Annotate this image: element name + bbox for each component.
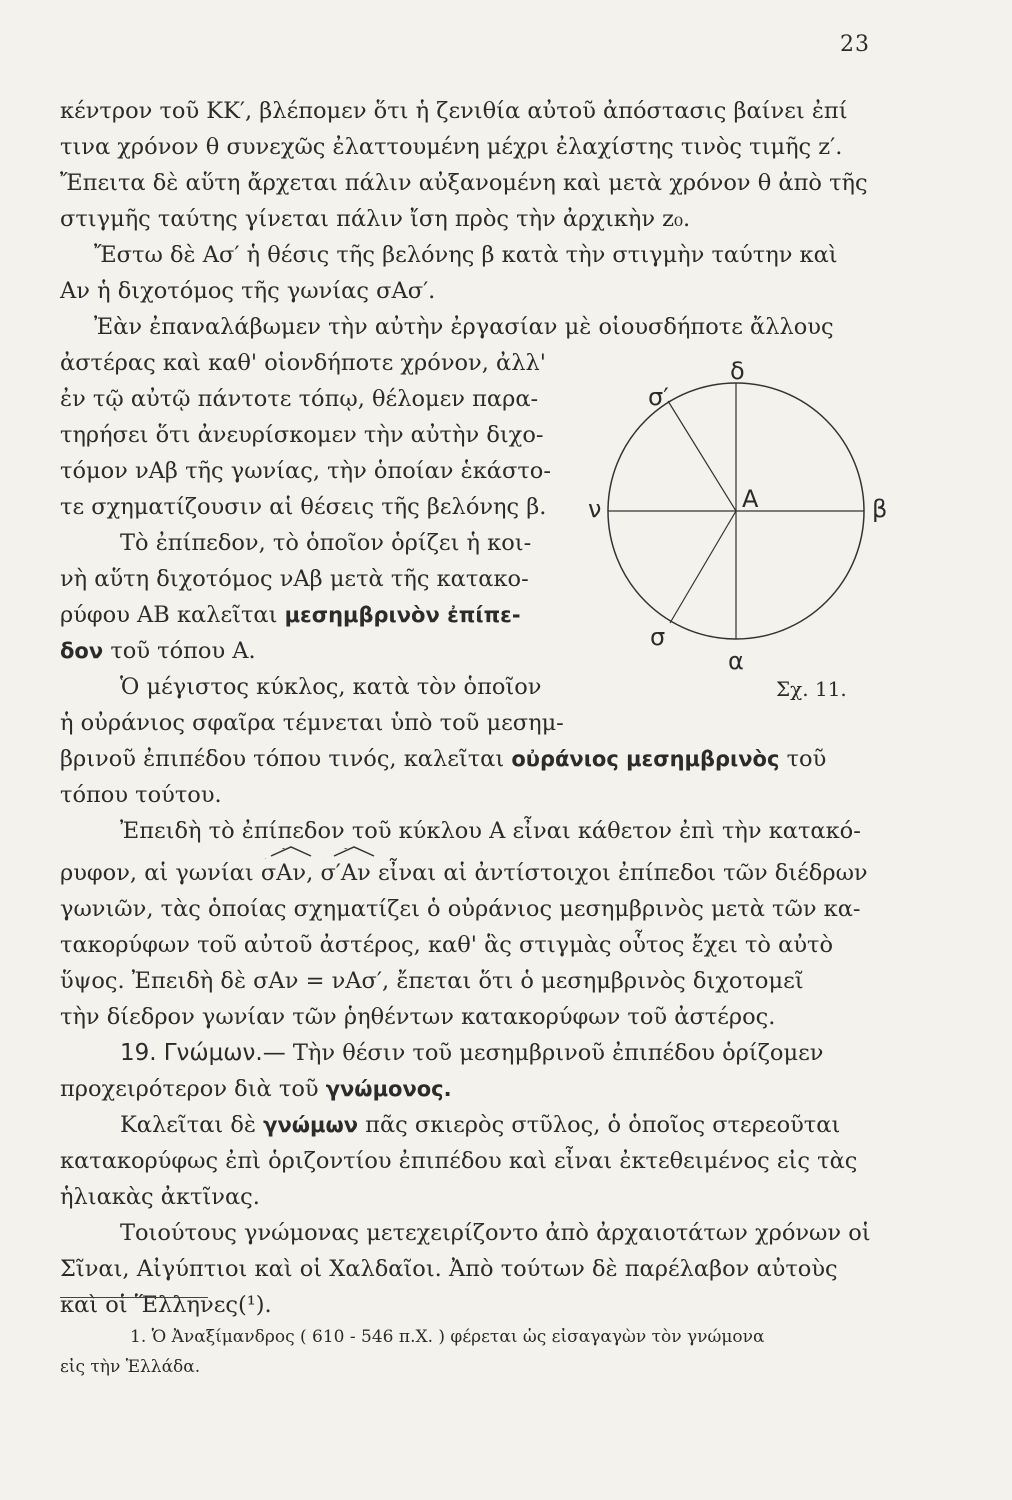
term-gnomon: γνώμων xyxy=(263,1113,359,1137)
text-line: Ἐπειδὴ τὸ ἐπίπεδον τοῦ κύκλου Α εἶναι κάθετον ἐπὶ τὴν κατακό- xyxy=(120,818,861,844)
figure-11 xyxy=(570,355,910,715)
text-line: ἡλιακὰς ἀκτῖνας. xyxy=(60,1184,260,1210)
text-line xyxy=(60,633,256,669)
label-alpha: α xyxy=(728,647,744,675)
label-delta: δ xyxy=(730,357,745,385)
text-line xyxy=(60,741,826,777)
footnote-line: 1. Ὁ Ἀναξίμανδρος ( 610 - 546 π.Χ. ) φέρεται ὡς εἰσαγαγὼν τὸν γνώμονα xyxy=(130,1327,765,1347)
label-nu: ν xyxy=(588,495,602,523)
label-sigma: σ xyxy=(650,623,666,651)
term-gnomon: γνώμονος. xyxy=(325,1077,452,1101)
text-line xyxy=(120,1035,823,1071)
label-sigma-prime: σ′ xyxy=(648,383,669,411)
text-line: κατακορύφως ἐπὶ ὁριζοντίου ἐπιπέδου καὶ εἶναι ἐκτεθειμένος εἰς τὰς xyxy=(60,1148,858,1174)
text-line: Τοιούτους γνώμονας μετεχειρίζοντο ἀπὸ ἀρχαιοτάτων χρόνων οἱ xyxy=(120,1220,871,1246)
text-line: τόπου τούτου. xyxy=(60,782,222,808)
line-a-sigma-prime xyxy=(668,401,736,511)
label-beta: β xyxy=(872,495,888,523)
text-span: Τὴν θέσιν τοῦ μεσημβρινοῦ ἐπιπέδου ὁρίζομεν xyxy=(292,1040,824,1066)
text-span: πᾶς σκιερὸς στῦλος, ὁ ὁποῖος στερεοῦται xyxy=(365,1112,841,1138)
text-line: νὴ αὕτη διχοτόμος νΑβ μετὰ τῆς κατακο- xyxy=(60,566,529,592)
text-line: ἐν τῷ αὐτῷ πάντοτε τόπῳ, θέλομεν παρα- xyxy=(60,386,539,412)
text-span: τοῦ τόπου Α. xyxy=(110,638,256,664)
footnote-line: εἰς τὴν Ἑλλάδα. xyxy=(60,1357,201,1377)
text-line: τινα χρόνον θ συνεχῶς ἐλαττουμένη μέχρι ἐλαχίστης τινὸς τιμῆς z′. xyxy=(60,134,843,160)
text-line: Ἔστω δὲ Ασ′ ἡ θέσις τῆς βελόνης β κατὰ τὴν στιγμὴν ταύτην καὶ xyxy=(94,242,838,268)
text-line xyxy=(60,597,521,633)
angle-hat-icon xyxy=(320,845,380,857)
text-span: ρυφον, αἱ γωνίαι xyxy=(60,860,254,886)
text-line: τὴν δίεδρον γωνίαν τῶν ῥηθέντων κατακορύφων τοῦ ἀστέρος. xyxy=(60,1004,776,1030)
text-line: γωνιῶν, τὰς ὁποίας σχηματίζει ὁ οὐράνιος μεσημβρινὸς μετὰ τῶν κα- xyxy=(60,896,861,922)
text-span: Καλεῖται δὲ xyxy=(120,1112,256,1138)
text-line: τηρήσει ὅτι ἀνευρίσκομεν τὴν αὐτὴν διχο- xyxy=(60,422,544,448)
text-line: Τὸ ἐπίπεδον, τὸ ὁποῖον ὁρίζει ἡ κοι- xyxy=(120,530,532,556)
text-line: στιγμῆς ταύτης γίνεται πάλιν ἴση πρὸς τὴν ἀρχικὴν z₀. xyxy=(60,206,691,232)
text-span: βρινοῦ ἐπιπέδου τόπου τινός, καλεῖται xyxy=(60,746,505,772)
section-title: Γνώμων.— xyxy=(163,1040,286,1066)
text-line: Ἐὰν ἐπαναλάβωμεν τὴν αὐτὴν ἐργασίαν μὲ οἱουσδήποτε ἄλλους xyxy=(94,314,834,340)
label-a: Α xyxy=(742,485,759,513)
term-celestial-meridian: οὐράνιος μεσημβρινὸς xyxy=(511,747,780,771)
text-line: ὕψος. Ἐπειδὴ δὲ σΑν = νΑσ′, ἔπεται ὅτι ὁ μεσημβρινὸς διχοτομεῖ xyxy=(60,968,804,994)
text-line: τόμον νΑβ τῆς γωνίας, τὴν ὁποίαν ἑκάστο- xyxy=(60,458,551,484)
figure-caption: Σχ. 11. xyxy=(776,677,847,701)
text-line: τακορύφων τοῦ αὐτοῦ ἀστέρος, καθ' ἃς στιγμὰς οὗτος ἔχει τὸ αὐτὸ xyxy=(60,932,833,958)
text-line xyxy=(60,1071,452,1107)
line-a-sigma xyxy=(670,511,736,623)
angle-text: σΑν xyxy=(260,860,307,886)
term-meridian-plane: μεσημβρινὸν ἐπίπε- xyxy=(284,603,521,627)
angle-sigma-prime-a-nu xyxy=(320,855,370,891)
angle-sigma-a-nu xyxy=(261,855,306,891)
footnote-divider xyxy=(60,1297,208,1298)
text-span: εἶναι αἱ ἀντίστοιχοι ἐπίπεδοι τῶν διέδρων xyxy=(378,860,868,886)
text-line: Αν ἡ διχοτόμος τῆς γωνίας σΑσ′. xyxy=(60,278,436,304)
text-line: Σῖναι, Αἰγύπτιοι καὶ οἱ Χαλδαῖοι. Ἀπὸ τούτων δὲ παρέλαβον αὐτοὺς xyxy=(60,1256,838,1282)
text-line: Ἔπειτα δὲ αὕτη ἄρχεται πάλιν αὐξανομένη καὶ μετὰ χρόνον θ ἀπὸ τῆς xyxy=(60,170,868,196)
angle-hat-icon xyxy=(261,845,321,857)
text-line: κέντρον τοῦ ΚΚ′, βλέπομεν ὅτι ἡ ζενιθία αὐτοῦ ἀπόστασις βαίνει ἐπί xyxy=(60,98,848,124)
term-meridian-plane-cont: δον xyxy=(60,639,104,663)
text-line: καὶ οἱ Ἕλληνες(¹). xyxy=(60,1292,272,1318)
section-number: 19. xyxy=(120,1040,157,1066)
text-line: Ὁ μέγιστος κύκλος, κατὰ τὸν ὁποῖον xyxy=(120,674,542,700)
text-span: τοῦ xyxy=(786,746,827,772)
text-span: ρύφου ΑΒ καλεῖται xyxy=(60,602,278,628)
text-line xyxy=(120,1107,840,1143)
text-span: προχειρότερον διὰ τοῦ xyxy=(60,1076,319,1102)
text-line: ἡ οὐράνιος σφαῖρα τέμνεται ὑπὸ τοῦ μεσημ- xyxy=(60,710,564,736)
text-line: ἀστέρας καὶ καθ' οἱονδήποτε χρόνον, ἀλλ' xyxy=(60,350,546,376)
text-line: ρυφον, αἱ γωνίαι σΑν, σ′Αν εἶναι αἱ ἀντίστοιχοι ἐπίπεδοι τῶν διέδρων xyxy=(60,855,868,891)
text-line: τε σχηματίζουσιν αἱ θέσεις τῆς βελόνης β. xyxy=(60,494,547,520)
angle-text: σ′Αν xyxy=(320,860,371,886)
page-number: 23 xyxy=(840,32,870,57)
